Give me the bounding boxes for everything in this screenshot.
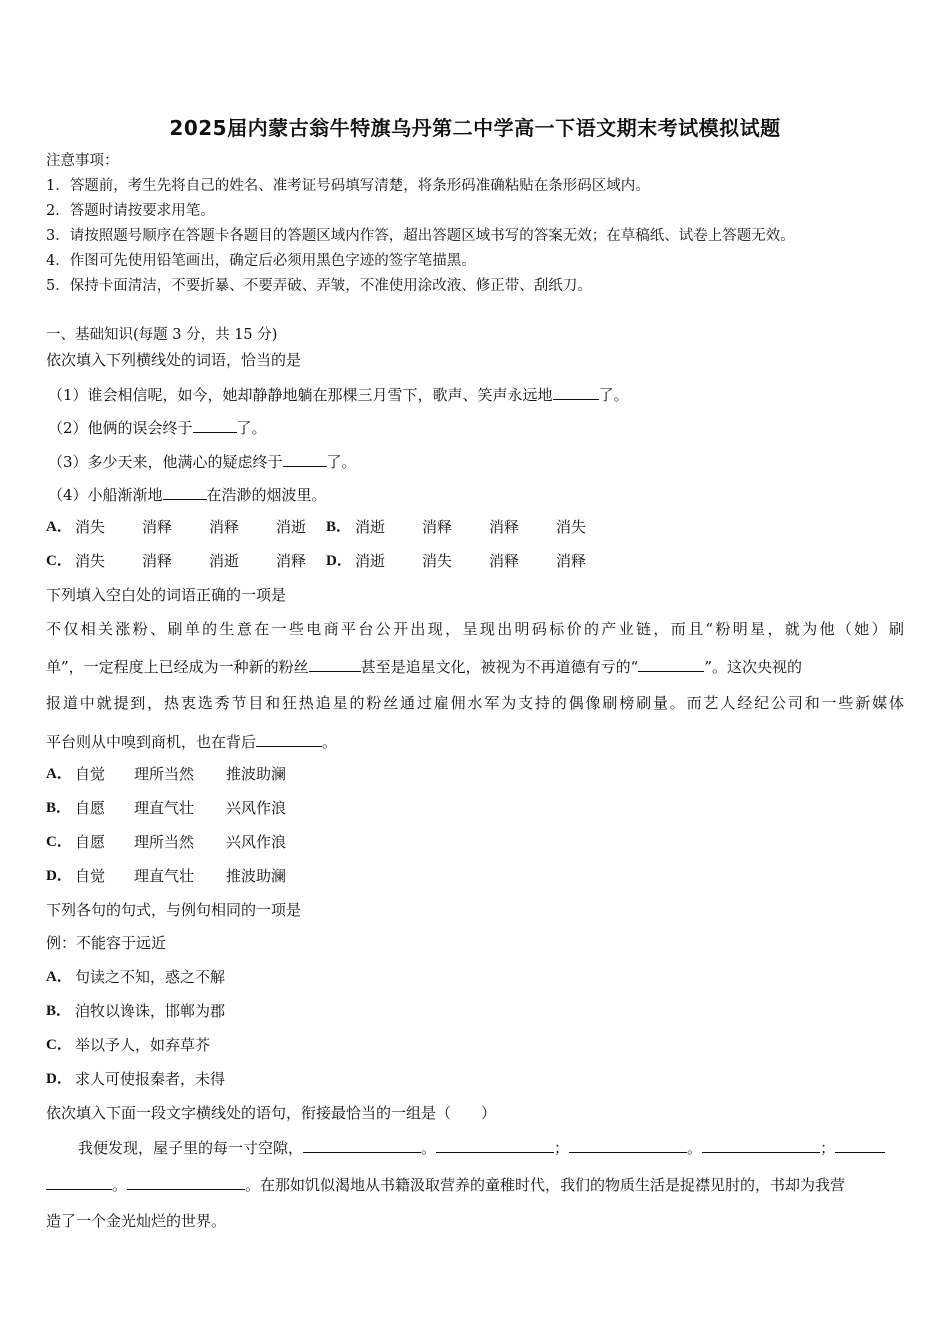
sentence-3: （3）多少天来，他满心的疑虑终于 了。 [48,453,357,471]
option-word: 消失 [422,552,453,570]
option-word: 消释 [489,518,520,536]
answer-blank [303,1138,421,1153]
passage-line: 。 。在那如饥似渴地从书籍汲取营养的童稚时代，我们的物质生活是捉襟见肘的，书却为我营 [46,1175,845,1194]
option-label: D． [46,1071,72,1087]
answer-blank [127,1175,245,1190]
passage-line: 报道中就提到，热衷选秀节目和狂热追星的粉丝通过雇佣水军为支持的偶像刷榜刷量。而艺人经纪公司和一些新媒体 [46,694,904,712]
answer-blank [163,485,207,500]
option-word: 消释 [276,552,307,570]
option-word: 消失 [75,552,106,570]
answer-blank [283,452,327,467]
option-word: 消逝 [276,518,307,536]
answer-blank [638,657,704,672]
option-word: 推波助澜 [226,867,287,885]
option-word: 消失 [75,518,106,536]
option-word: 消逝 [209,552,240,570]
passage-line: 不仅相关涨粉、刷单的生意在一些电商平台公开出现，呈现出明码标价的产业链，而且“粉明星，就为他（她）刷 [46,620,904,638]
option-word: 兴风作浪 [226,833,287,851]
option-word: 消逝 [355,518,386,536]
passage-line: 造了一个金光灿烂的世界。 [46,1212,227,1230]
option-label: A． [46,766,72,782]
option-label: D． [46,868,72,884]
question-stem: 依次填入下列横线处的词语，恰当的是 [46,351,302,369]
option-word: 消逝 [355,552,386,570]
option-word: 消释 [489,552,520,570]
option-word: 消释 [422,518,453,536]
passage-line: 平台则从中嗅到商机，也在背后 。 [46,733,338,751]
option-word: 消释 [556,552,587,570]
notice-item: 4．作图可先使用铅笔画出，确定后必须用黑色字迹的签字笔描黑。 [46,253,476,269]
option-word: 理所当然 [134,765,195,783]
question-stem: 依次填入下面一段文字横线处的语句，衔接最恰当的一组是（ ） [46,1104,497,1122]
option-label: A． [46,519,72,535]
passage-line: 我便发现，屋子里的每一寸空隙， 。 ； 。 ； [78,1138,885,1157]
option-word: 理直气壮 [134,799,195,817]
question-stem: 下列各句的句式，与例句相同的一项是 [46,901,302,919]
option-text: 句读之不知，惑之不解 [75,968,226,986]
option-word: 理所当然 [134,833,195,851]
notice-item: 1．答题前，考生先将自己的姓名、准考证号码填写清楚，将条形码准确粘贴在条形码区域内。 [46,178,650,194]
answer-blank [256,732,322,747]
answer-blank [835,1138,885,1153]
passage-line: 单”，一定程度上已经成为一种新的粉丝 甚至是追星文化，被视为不再道德有亏的“ ”。这次央视的 [46,658,803,676]
answer-blank [46,1175,112,1190]
option-label: B． [46,800,72,816]
option-label: B． [46,1003,72,1019]
notice-item: 3．请按照题号顺序在答题卡各题目的答题区域内作答，超出答题区域书写的答案无效；在草稿纸、试卷上答题无效。 [46,228,795,244]
question-stem: 下列填入空白处的词语正确的一项是 [46,586,287,604]
option-word: 自觉 [75,765,106,783]
option-word: 兴风作浪 [226,799,287,817]
notice-item: 2．答题时请按要求用笔。 [46,203,215,219]
option-word: 自愿 [75,799,106,817]
example-sentence: 例：不能容于远近 [46,934,167,952]
answer-blank [309,657,361,672]
answer-blank [553,385,599,400]
option-word: 自愿 [75,833,106,851]
option-label: C． [46,553,72,569]
option-label: B． [326,519,352,535]
sentence-1: （1）谁会相信呢，如今，她却静静地躺在那棵三月雪下，歌声、笑声永远地 了。 [48,386,629,404]
option-word: 消释 [142,518,173,536]
answer-blank [193,418,237,433]
option-word: 推波助澜 [226,765,287,783]
notice-heading: 注意事项： [46,153,119,169]
option-word: 消释 [142,552,173,570]
option-word: 理直气壮 [134,867,195,885]
option-text: 举以予人，如弃草芥 [75,1036,211,1054]
option-text: 求人可使报秦者，未得 [75,1070,226,1088]
option-word: 消释 [209,518,240,536]
option-word: 自觉 [75,867,106,885]
notice-item: 5．保持卡面清洁，不要折暴、不要弄破、弄皱，不准使用涂改液、修正带、刮纸刀。 [46,278,592,294]
sentence-4: （4）小船渐渐地 在浩渺的烟波里。 [48,486,327,504]
option-text: 洎牧以谗诛，邯郸为郡 [75,1002,226,1020]
section-heading: 一、基础知识(每题 3 分，共 15 分) [46,327,278,343]
option-word: 消失 [556,518,587,536]
option-label: C． [46,1037,72,1053]
option-label: A． [46,969,72,985]
answer-blank [702,1138,820,1153]
page-title: 2025届内蒙古翁牛特旗乌丹第二中学高一下语文期末考试模拟试题 [169,116,781,140]
option-label: C． [46,834,72,850]
answer-blank [436,1138,554,1153]
option-label: D． [326,553,352,569]
answer-blank [569,1138,687,1153]
sentence-2: （2）他俩的误会终于 了。 [48,419,267,437]
